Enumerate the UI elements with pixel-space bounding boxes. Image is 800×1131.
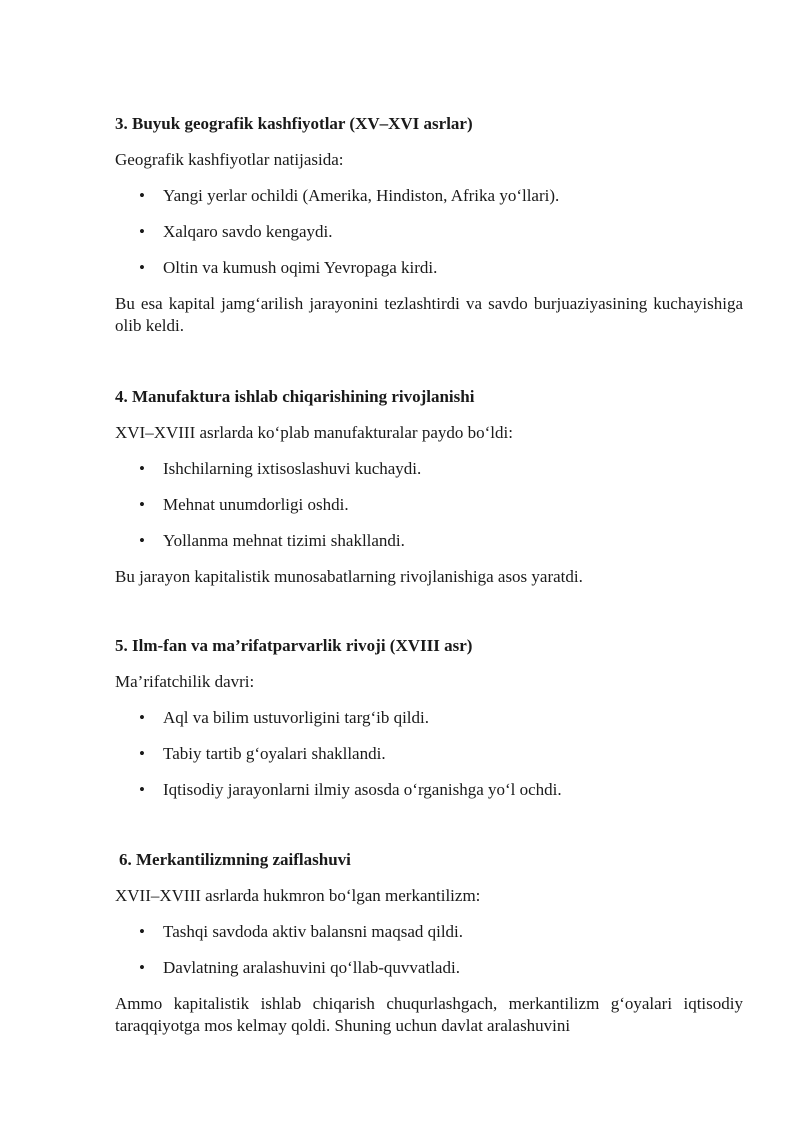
list-item-text: Yangi yerlar ochildi (Amerika, Hindiston, Afrika yo‘llari). — [163, 186, 560, 205]
section-heading: 5. Ilm-fan va ma’rifatparvarlik rivoji (XVIII asr) — [115, 636, 473, 655]
section-conclusion: Ammo kapitalistik ishlab chiqarish chuqurlashgach, merkantilizm g‘oyalari iqtisodiy taraqqiyotga mos kelmay qoldi. Shuning uchun davlat aralashuvini — [115, 994, 743, 1035]
list-item — [115, 707, 743, 729]
list-item-text: Davlatning aralashuvini qo‘llab-quvvatladi. — [163, 958, 460, 977]
list-item-text: Oltin va kumush oqimi Yevropaga kirdi. — [163, 258, 438, 277]
bullet-icon: • — [139, 495, 145, 514]
list-item-text: Xalqaro savdo kengaydi. — [163, 222, 333, 241]
list-item — [115, 957, 743, 979]
list-item — [115, 743, 743, 765]
section-conclusion: Bu esa kapital jamg‘arilish jarayonini tezlashtirdi va savdo burjuaziyasining kuchayishiga olib keldi. — [115, 294, 743, 335]
bullet-list — [115, 458, 743, 552]
list-item-text: Tabiy tartib g‘oyalari shakllandi. — [163, 744, 386, 763]
section-4 — [115, 386, 743, 588]
list-item — [115, 494, 743, 516]
list-item — [115, 458, 743, 480]
bullet-icon: • — [139, 708, 145, 727]
section-5 — [115, 635, 743, 801]
bullet-list — [115, 185, 743, 279]
bullet-icon: • — [139, 958, 145, 977]
list-item-text: Tashqi savdoda aktiv balansni maqsad qildi. — [163, 922, 464, 941]
section-heading: 6. Merkantilizmning zaiflashuvi — [119, 850, 351, 869]
bullet-icon: • — [139, 222, 145, 241]
bullet-icon: • — [139, 258, 145, 277]
list-item — [115, 530, 743, 552]
section-3 — [115, 113, 743, 337]
bullet-list — [115, 921, 743, 979]
list-item-text: Aql va bilim ustuvorligini targ‘ib qildi. — [163, 708, 430, 727]
list-item — [115, 921, 743, 943]
list-item-text: Yollanma mehnat tizimi shakllandi. — [163, 531, 405, 550]
list-item — [115, 257, 743, 279]
list-item-text: Mehnat unumdorligi oshdi. — [163, 495, 349, 514]
section-conclusion: Bu jarayon kapitalistik munosabatlarning rivojlanishiga asos yaratdi. — [115, 567, 583, 586]
bullet-list — [115, 707, 743, 801]
bullet-icon: • — [139, 531, 145, 550]
list-item-text: Iqtisodiy jarayonlarni ilmiy asosda o‘rganishga yo‘l ochdi. — [163, 780, 562, 799]
list-item — [115, 779, 743, 801]
section-intro: Geografik kashfiyotlar natijasida: — [115, 150, 344, 169]
bullet-icon: • — [139, 459, 145, 478]
section-heading: 3. Buyuk geografik kashfiyotlar (XV–XVI asrlar) — [115, 114, 473, 133]
bullet-icon: • — [139, 744, 145, 763]
bullet-icon: • — [139, 922, 145, 941]
list-item — [115, 185, 743, 207]
bullet-icon: • — [139, 186, 145, 205]
section-heading: 4. Manufaktura ishlab chiqarishining rivojlanishi — [115, 387, 475, 406]
bullet-icon: • — [139, 780, 145, 799]
section-intro: Ma’rifatchilik davri: — [115, 672, 255, 691]
section-6 — [115, 849, 743, 1037]
list-item-text: Ishchilarning ixtisoslashuvi kuchaydi. — [163, 459, 422, 478]
section-intro: XVII–XVIII asrlarda hukmron bo‘lgan merkantilizm: — [115, 886, 481, 905]
list-item — [115, 221, 743, 243]
section-intro: XVI–XVIII asrlarda ko‘plab manufakturalar paydo bo‘ldi: — [115, 423, 513, 442]
